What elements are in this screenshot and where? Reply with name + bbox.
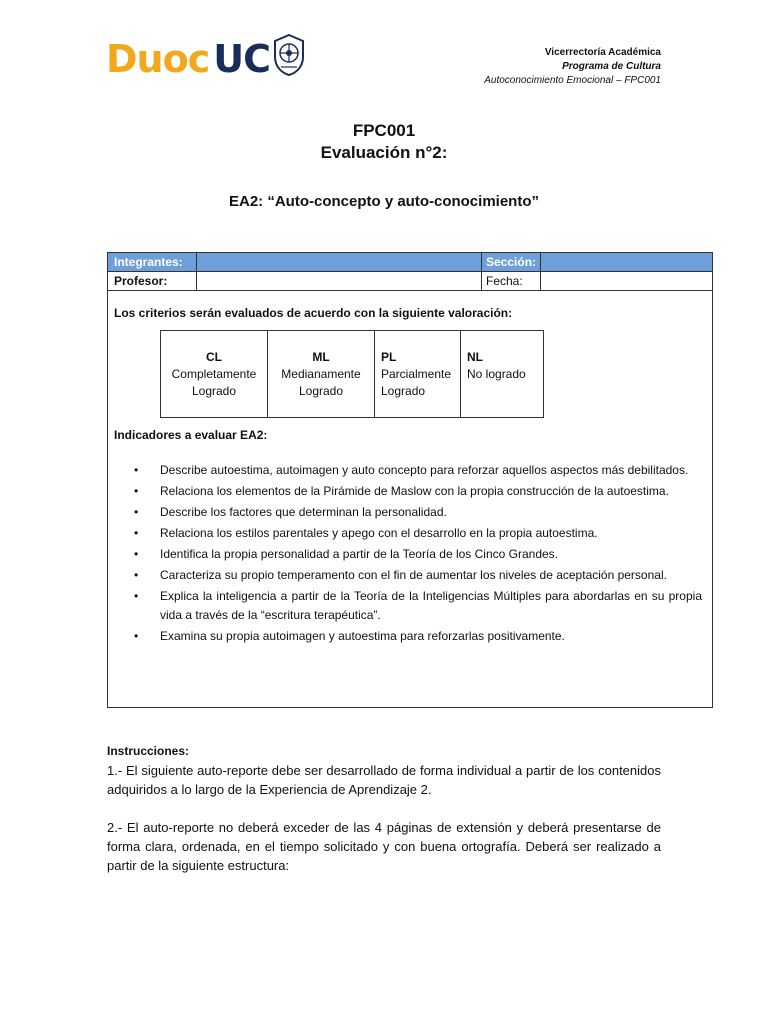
list-item bbox=[134, 524, 702, 543]
scale-label-line1: Parcialmente bbox=[381, 367, 452, 381]
paragraph-spacer bbox=[107, 799, 661, 818]
indicator-text: Relaciona los estilos parentales y apego con el desarrollo en la propia autoestima. bbox=[160, 526, 598, 540]
scale-code: ML bbox=[312, 350, 330, 364]
evaluation-title: Evaluación n°2: bbox=[320, 143, 448, 162]
bullet-icon: • bbox=[134, 526, 139, 540]
indicator-text: Identifica la propia personalidad a partir de la Teoría de los Cinco Grandes. bbox=[160, 547, 559, 561]
scale-label-line1: Completamente bbox=[171, 367, 257, 381]
list-item bbox=[134, 587, 702, 625]
bullet-icon: • bbox=[134, 589, 139, 603]
indicator-text: Examina su propia autoimagen y autoestima para reforzarlas positivamente. bbox=[160, 629, 565, 643]
scale-label-line2: Logrado bbox=[381, 384, 426, 398]
logo-uc-text: UC bbox=[213, 37, 270, 81]
bullet-icon: • bbox=[134, 463, 139, 477]
indicator-text: Caracteriza su propio temperamento con el fin de aumentar los niveles de aceptación personal. bbox=[160, 568, 667, 582]
list-item bbox=[134, 503, 702, 522]
header-line-vicerrectoria: Vicerrectoría Académica bbox=[544, 47, 661, 58]
title-block bbox=[0, 120, 768, 164]
seccion-label: Sección: bbox=[482, 253, 541, 271]
criteria-intro: Los criterios serán evaluados de acuerdo con la siguiente valoración: bbox=[114, 306, 513, 320]
header-line-programa: Programa de Cultura bbox=[562, 61, 661, 72]
scale-label-line2: Logrado bbox=[191, 384, 237, 398]
indicator-text: Explica la inteligencia a partir de la Teoría de la Inteligencias Múltiples para abordarlas en su propia vida a través de la “escritura terapéutica”. bbox=[160, 589, 702, 622]
list-item bbox=[134, 461, 702, 480]
list-item bbox=[134, 545, 702, 564]
seccion-field[interactable] bbox=[541, 253, 712, 271]
scale-cell-ml bbox=[268, 331, 375, 417]
instruction-paragraph-1: 1.- El siguiente auto-reporte debe ser desarrollado de forma individual a partir de los contenidos adquiridos a lo largo de la Experiencia de Aprendizaje 2. bbox=[107, 763, 661, 797]
duoc-uc-logo bbox=[106, 34, 306, 84]
scale-code: PL bbox=[381, 350, 397, 364]
course-code-title: FPC001 bbox=[352, 121, 416, 140]
university-seal-icon bbox=[272, 33, 306, 82]
criteria-section bbox=[107, 289, 713, 708]
scale-label-line1: No logrado bbox=[467, 367, 526, 381]
scale-cell-cl bbox=[161, 331, 268, 417]
fecha-label: Fecha: bbox=[482, 272, 541, 290]
indicator-text: Relaciona los elementos de la Pirámide de Maslow con la propia construcción de la autoestima. bbox=[160, 484, 669, 498]
scale-code: NL bbox=[467, 350, 483, 364]
instructions-section bbox=[107, 742, 661, 875]
indicator-text: Describe autoestima, autoimagen y auto concepto para reforzar aquellos aspectos más debilitados. bbox=[160, 463, 689, 477]
list-item bbox=[134, 482, 702, 501]
info-row-profesor bbox=[108, 272, 712, 290]
scale-label-line1: Medianamente bbox=[281, 367, 361, 381]
instructions-heading: Instrucciones: bbox=[107, 744, 190, 758]
instruction-paragraph-2: 2.- El auto-reporte no deberá exceder de las 4 páginas de extensión y deberá presentarse de forma clara, ordenada, en el tiempo solicitado y con buena ortografía. Deberá ser realizado a partir de la siguiente estructura: bbox=[107, 820, 661, 873]
list-item bbox=[134, 627, 702, 646]
bullet-icon: • bbox=[134, 568, 139, 582]
profesor-label: Profesor: bbox=[108, 272, 197, 290]
header-line-course: Autoconocimiento Emocional – FPC001 bbox=[484, 75, 661, 86]
bullet-icon: • bbox=[134, 505, 139, 519]
info-row-integrantes bbox=[108, 253, 712, 272]
rating-scale-table bbox=[160, 330, 544, 418]
scale-cell-nl bbox=[461, 331, 543, 417]
evaluation-subtitle: EA2: “Auto-concepto y auto-conocimiento” bbox=[228, 193, 539, 210]
scale-cell-pl bbox=[375, 331, 461, 417]
student-info-table bbox=[107, 252, 713, 291]
fecha-field[interactable] bbox=[541, 272, 712, 290]
scale-label-line2: Logrado bbox=[298, 384, 344, 398]
bullet-icon: • bbox=[134, 484, 139, 498]
list-item bbox=[134, 566, 702, 585]
integrantes-field[interactable] bbox=[197, 253, 482, 271]
bullet-icon: • bbox=[134, 629, 139, 643]
bullet-icon: • bbox=[134, 547, 139, 561]
integrantes-label: Integrantes: bbox=[108, 253, 197, 271]
logo-duoc-text: Duoc bbox=[106, 37, 210, 81]
indicator-text: Describe los factores que determinan la personalidad. bbox=[160, 505, 447, 519]
indicators-list bbox=[134, 461, 702, 648]
header-info bbox=[484, 46, 661, 88]
indicators-title: Indicadores a evaluar EA2: bbox=[114, 428, 268, 442]
scale-code: CL bbox=[206, 350, 222, 364]
profesor-field[interactable] bbox=[197, 272, 482, 290]
